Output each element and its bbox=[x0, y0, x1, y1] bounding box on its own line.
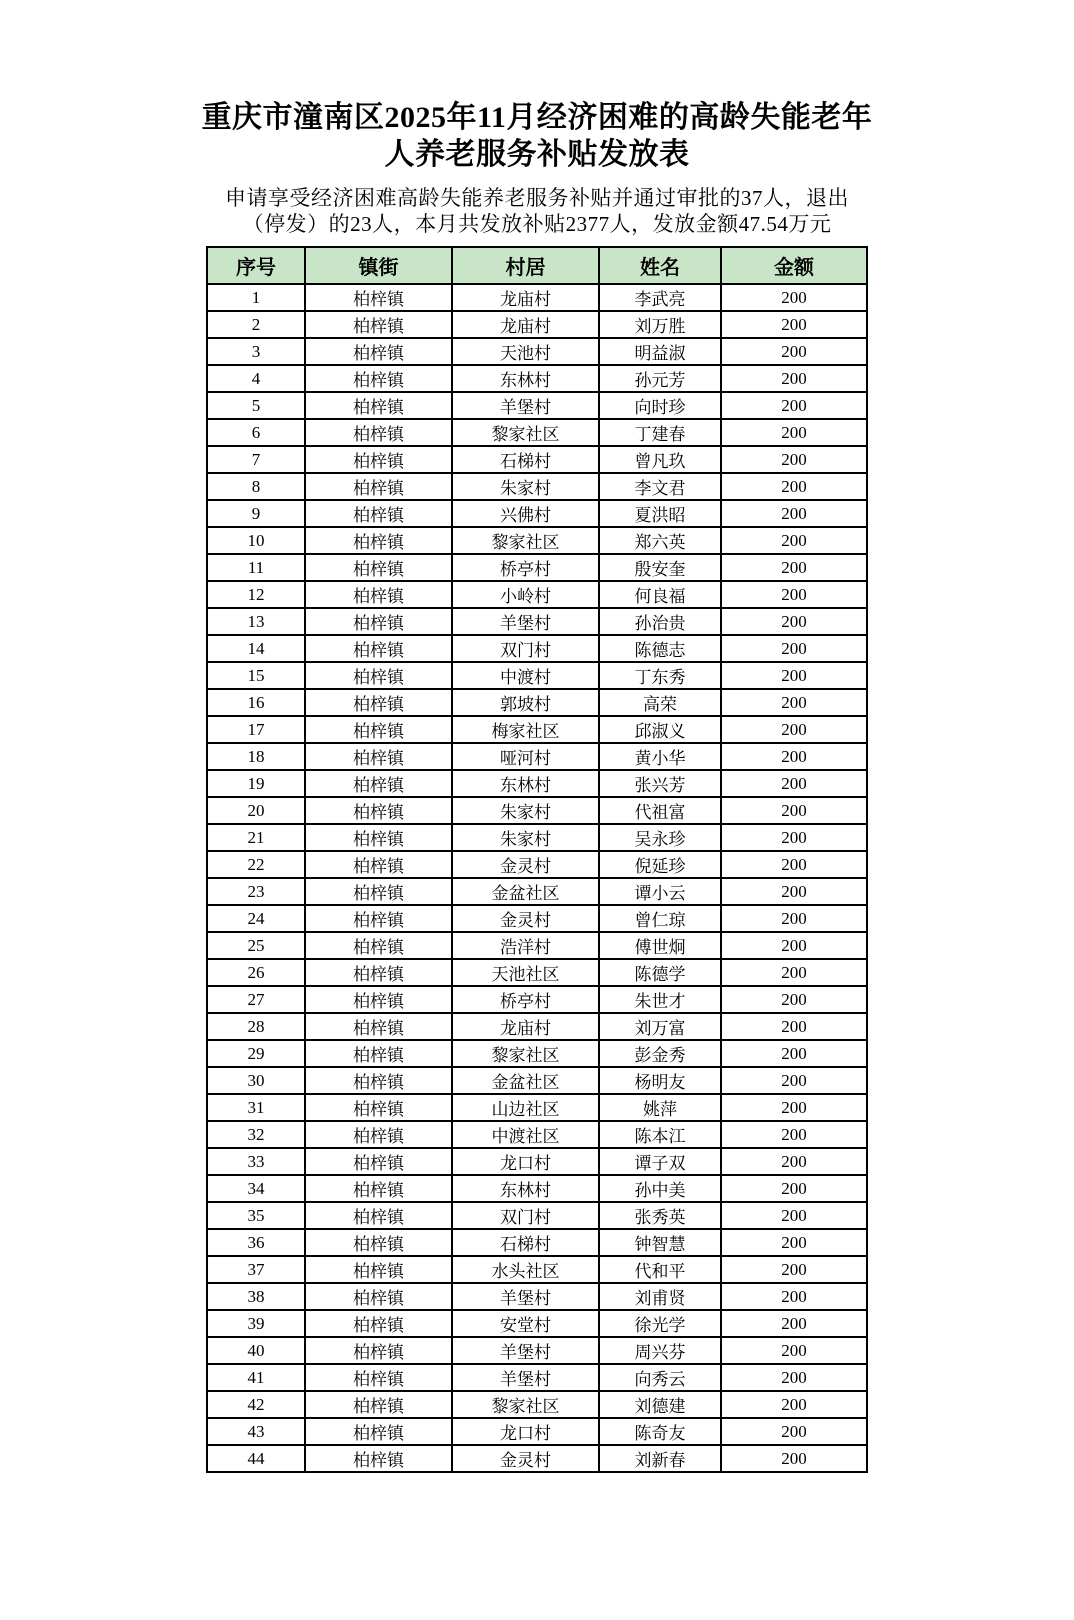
cell-index: 1 bbox=[207, 284, 305, 311]
cell-index: 8 bbox=[207, 473, 305, 500]
cell-name: 刘甫贤 bbox=[599, 1283, 721, 1310]
cell-village: 梅家社区 bbox=[452, 716, 599, 743]
table-row bbox=[207, 932, 867, 959]
table-row bbox=[207, 1040, 867, 1067]
cell-village: 龙庙村 bbox=[452, 311, 599, 338]
cell-index: 12 bbox=[207, 581, 305, 608]
cell-village: 双门村 bbox=[452, 1202, 599, 1229]
cell-amount: 200 bbox=[721, 1094, 867, 1121]
cell-name: 钟智慧 bbox=[599, 1229, 721, 1256]
cell-town: 柏梓镇 bbox=[305, 500, 452, 527]
cell-name: 刘新春 bbox=[599, 1445, 721, 1472]
cell-name: 刘万富 bbox=[599, 1013, 721, 1040]
cell-town: 柏梓镇 bbox=[305, 689, 452, 716]
cell-index: 13 bbox=[207, 608, 305, 635]
table-row bbox=[207, 1148, 867, 1175]
cell-town: 柏梓镇 bbox=[305, 581, 452, 608]
cell-amount: 200 bbox=[721, 743, 867, 770]
cell-name: 孙治贵 bbox=[599, 608, 721, 635]
intro-line2: （停发）的23人，本月共发放补贴2377人，发放金额47.54万元 bbox=[242, 211, 832, 236]
cell-name: 黄小华 bbox=[599, 743, 721, 770]
cell-amount: 200 bbox=[721, 1256, 867, 1283]
table-row bbox=[207, 1175, 867, 1202]
table-row bbox=[207, 419, 867, 446]
table-row bbox=[207, 1337, 867, 1364]
cell-name: 郑六英 bbox=[599, 527, 721, 554]
cell-index: 2 bbox=[207, 311, 305, 338]
cell-name: 丁东秀 bbox=[599, 662, 721, 689]
cell-village: 金盆社区 bbox=[452, 878, 599, 905]
table-row bbox=[207, 1013, 867, 1040]
cell-index: 23 bbox=[207, 878, 305, 905]
cell-amount: 200 bbox=[721, 1364, 867, 1391]
cell-amount: 200 bbox=[721, 554, 867, 581]
cell-name: 向时珍 bbox=[599, 392, 721, 419]
cell-village: 黎家社区 bbox=[452, 1391, 599, 1418]
cell-name: 杨明友 bbox=[599, 1067, 721, 1094]
cell-index: 24 bbox=[207, 905, 305, 932]
table-body bbox=[207, 284, 867, 1472]
cell-village: 石梯村 bbox=[452, 446, 599, 473]
cell-village: 黎家社区 bbox=[452, 419, 599, 446]
column-header-village: 村居 bbox=[452, 247, 599, 284]
table-row bbox=[207, 392, 867, 419]
cell-name: 夏洪昭 bbox=[599, 500, 721, 527]
cell-index: 22 bbox=[207, 851, 305, 878]
cell-amount: 200 bbox=[721, 1310, 867, 1337]
table-row bbox=[207, 662, 867, 689]
cell-town: 柏梓镇 bbox=[305, 1256, 452, 1283]
cell-village: 中渡村 bbox=[452, 662, 599, 689]
cell-amount: 200 bbox=[721, 851, 867, 878]
cell-index: 43 bbox=[207, 1418, 305, 1445]
cell-index: 11 bbox=[207, 554, 305, 581]
cell-name: 孙中美 bbox=[599, 1175, 721, 1202]
cell-village: 朱家村 bbox=[452, 797, 599, 824]
cell-amount: 200 bbox=[721, 392, 867, 419]
cell-index: 21 bbox=[207, 824, 305, 851]
cell-index: 32 bbox=[207, 1121, 305, 1148]
cell-town: 柏梓镇 bbox=[305, 1418, 452, 1445]
cell-town: 柏梓镇 bbox=[305, 392, 452, 419]
cell-index: 27 bbox=[207, 986, 305, 1013]
cell-name: 徐光学 bbox=[599, 1310, 721, 1337]
cell-town: 柏梓镇 bbox=[305, 608, 452, 635]
cell-town: 柏梓镇 bbox=[305, 1175, 452, 1202]
cell-index: 26 bbox=[207, 959, 305, 986]
cell-amount: 200 bbox=[721, 689, 867, 716]
cell-town: 柏梓镇 bbox=[305, 1067, 452, 1094]
cell-name: 李文君 bbox=[599, 473, 721, 500]
table-row bbox=[207, 635, 867, 662]
cell-village: 双门村 bbox=[452, 635, 599, 662]
cell-amount: 200 bbox=[721, 1175, 867, 1202]
cell-amount: 200 bbox=[721, 716, 867, 743]
table-row bbox=[207, 1445, 867, 1472]
cell-name: 代祖富 bbox=[599, 797, 721, 824]
cell-village: 小岭村 bbox=[452, 581, 599, 608]
cell-amount: 200 bbox=[721, 662, 867, 689]
table-row bbox=[207, 986, 867, 1013]
cell-town: 柏梓镇 bbox=[305, 311, 452, 338]
cell-village: 桥亭村 bbox=[452, 554, 599, 581]
cell-index: 42 bbox=[207, 1391, 305, 1418]
cell-amount: 200 bbox=[721, 959, 867, 986]
table-row bbox=[207, 446, 867, 473]
cell-town: 柏梓镇 bbox=[305, 473, 452, 500]
table-row bbox=[207, 1418, 867, 1445]
cell-village: 金盆社区 bbox=[452, 1067, 599, 1094]
cell-index: 6 bbox=[207, 419, 305, 446]
cell-village: 龙庙村 bbox=[452, 284, 599, 311]
cell-village: 龙口村 bbox=[452, 1148, 599, 1175]
cell-amount: 200 bbox=[721, 1202, 867, 1229]
cell-name: 殷安奎 bbox=[599, 554, 721, 581]
table-row bbox=[207, 500, 867, 527]
cell-index: 44 bbox=[207, 1445, 305, 1472]
cell-amount: 200 bbox=[721, 1040, 867, 1067]
cell-town: 柏梓镇 bbox=[305, 527, 452, 554]
table-row bbox=[207, 1391, 867, 1418]
cell-index: 3 bbox=[207, 338, 305, 365]
cell-amount: 200 bbox=[721, 770, 867, 797]
cell-village: 桥亭村 bbox=[452, 986, 599, 1013]
cell-town: 柏梓镇 bbox=[305, 1094, 452, 1121]
table-row bbox=[207, 581, 867, 608]
cell-village: 东林村 bbox=[452, 770, 599, 797]
cell-index: 14 bbox=[207, 635, 305, 662]
cell-name: 谭子双 bbox=[599, 1148, 721, 1175]
cell-village: 哑河村 bbox=[452, 743, 599, 770]
cell-town: 柏梓镇 bbox=[305, 635, 452, 662]
table-row bbox=[207, 851, 867, 878]
cell-amount: 200 bbox=[721, 1391, 867, 1418]
cell-amount: 200 bbox=[721, 581, 867, 608]
cell-amount: 200 bbox=[721, 419, 867, 446]
cell-town: 柏梓镇 bbox=[305, 284, 452, 311]
table-row bbox=[207, 1229, 867, 1256]
cell-village: 朱家村 bbox=[452, 473, 599, 500]
cell-name: 陈德志 bbox=[599, 635, 721, 662]
cell-town: 柏梓镇 bbox=[305, 446, 452, 473]
cell-town: 柏梓镇 bbox=[305, 905, 452, 932]
table-row bbox=[207, 1121, 867, 1148]
column-header-name: 姓名 bbox=[599, 247, 721, 284]
cell-index: 35 bbox=[207, 1202, 305, 1229]
table-row bbox=[207, 797, 867, 824]
table-row bbox=[207, 878, 867, 905]
cell-amount: 200 bbox=[721, 608, 867, 635]
cell-town: 柏梓镇 bbox=[305, 986, 452, 1013]
cell-town: 柏梓镇 bbox=[305, 1040, 452, 1067]
cell-village: 天池社区 bbox=[452, 959, 599, 986]
cell-village: 安堂村 bbox=[452, 1310, 599, 1337]
cell-name: 向秀云 bbox=[599, 1364, 721, 1391]
cell-amount: 200 bbox=[721, 1337, 867, 1364]
cell-village: 龙口村 bbox=[452, 1418, 599, 1445]
cell-index: 10 bbox=[207, 527, 305, 554]
cell-amount: 200 bbox=[721, 446, 867, 473]
cell-name: 刘万胜 bbox=[599, 311, 721, 338]
column-header-amount: 金额 bbox=[721, 247, 867, 284]
cell-name: 陈本江 bbox=[599, 1121, 721, 1148]
cell-town: 柏梓镇 bbox=[305, 1391, 452, 1418]
cell-amount: 200 bbox=[721, 500, 867, 527]
cell-name: 邱淑义 bbox=[599, 716, 721, 743]
table-row bbox=[207, 689, 867, 716]
cell-name: 代和平 bbox=[599, 1256, 721, 1283]
cell-town: 柏梓镇 bbox=[305, 932, 452, 959]
cell-village: 浩洋村 bbox=[452, 932, 599, 959]
cell-name: 刘德建 bbox=[599, 1391, 721, 1418]
table-header-row bbox=[207, 247, 867, 284]
table-row bbox=[207, 824, 867, 851]
cell-name: 明益淑 bbox=[599, 338, 721, 365]
cell-index: 9 bbox=[207, 500, 305, 527]
cell-village: 羊堡村 bbox=[452, 392, 599, 419]
cell-village: 金灵村 bbox=[452, 1445, 599, 1472]
cell-index: 33 bbox=[207, 1148, 305, 1175]
cell-name: 何良福 bbox=[599, 581, 721, 608]
cell-name: 张秀英 bbox=[599, 1202, 721, 1229]
cell-index: 38 bbox=[207, 1283, 305, 1310]
page-title-line2: 人养老服务补贴发放表 bbox=[384, 137, 690, 171]
cell-village: 石梯村 bbox=[452, 1229, 599, 1256]
cell-index: 16 bbox=[207, 689, 305, 716]
cell-town: 柏梓镇 bbox=[305, 1337, 452, 1364]
cell-index: 17 bbox=[207, 716, 305, 743]
cell-town: 柏梓镇 bbox=[305, 419, 452, 446]
cell-town: 柏梓镇 bbox=[305, 1013, 452, 1040]
cell-amount: 200 bbox=[721, 797, 867, 824]
cell-index: 20 bbox=[207, 797, 305, 824]
cell-amount: 200 bbox=[721, 1013, 867, 1040]
cell-index: 31 bbox=[207, 1094, 305, 1121]
cell-index: 4 bbox=[207, 365, 305, 392]
cell-village: 金灵村 bbox=[452, 905, 599, 932]
cell-amount: 200 bbox=[721, 338, 867, 365]
cell-village: 黎家社区 bbox=[452, 527, 599, 554]
cell-village: 山边社区 bbox=[452, 1094, 599, 1121]
cell-index: 41 bbox=[207, 1364, 305, 1391]
cell-village: 金灵村 bbox=[452, 851, 599, 878]
cell-town: 柏梓镇 bbox=[305, 1148, 452, 1175]
cell-village: 羊堡村 bbox=[452, 1283, 599, 1310]
table-row bbox=[207, 959, 867, 986]
page-title bbox=[0, 100, 1074, 173]
cell-index: 39 bbox=[207, 1310, 305, 1337]
table-row bbox=[207, 1094, 867, 1121]
cell-village: 朱家村 bbox=[452, 824, 599, 851]
cell-amount: 200 bbox=[721, 1418, 867, 1445]
cell-name: 吴永珍 bbox=[599, 824, 721, 851]
cell-name: 彭金秀 bbox=[599, 1040, 721, 1067]
table-row bbox=[207, 1256, 867, 1283]
cell-index: 34 bbox=[207, 1175, 305, 1202]
cell-name: 傅世炯 bbox=[599, 932, 721, 959]
cell-town: 柏梓镇 bbox=[305, 851, 452, 878]
cell-town: 柏梓镇 bbox=[305, 743, 452, 770]
cell-index: 29 bbox=[207, 1040, 305, 1067]
cell-amount: 200 bbox=[721, 635, 867, 662]
cell-town: 柏梓镇 bbox=[305, 797, 452, 824]
cell-amount: 200 bbox=[721, 1283, 867, 1310]
cell-index: 15 bbox=[207, 662, 305, 689]
cell-town: 柏梓镇 bbox=[305, 365, 452, 392]
cell-index: 19 bbox=[207, 770, 305, 797]
cell-index: 25 bbox=[207, 932, 305, 959]
cell-name: 丁建春 bbox=[599, 419, 721, 446]
cell-amount: 200 bbox=[721, 986, 867, 1013]
cell-name: 孙元芳 bbox=[599, 365, 721, 392]
table-row bbox=[207, 1202, 867, 1229]
table-row bbox=[207, 338, 867, 365]
cell-amount: 200 bbox=[721, 284, 867, 311]
table-row bbox=[207, 1067, 867, 1094]
cell-village: 羊堡村 bbox=[452, 1337, 599, 1364]
cell-town: 柏梓镇 bbox=[305, 1364, 452, 1391]
cell-name: 陈德学 bbox=[599, 959, 721, 986]
cell-town: 柏梓镇 bbox=[305, 1445, 452, 1472]
cell-name: 姚萍 bbox=[599, 1094, 721, 1121]
cell-town: 柏梓镇 bbox=[305, 338, 452, 365]
cell-name: 陈奇友 bbox=[599, 1418, 721, 1445]
cell-village: 羊堡村 bbox=[452, 1364, 599, 1391]
column-header-index: 序号 bbox=[207, 247, 305, 284]
cell-village: 天池村 bbox=[452, 338, 599, 365]
cell-village: 东林村 bbox=[452, 365, 599, 392]
intro-line1: 申请享受经济困难高龄失能养老服务补贴并通过审批的37人，退出 bbox=[225, 186, 849, 211]
cell-town: 柏梓镇 bbox=[305, 824, 452, 851]
cell-name: 倪延珍 bbox=[599, 851, 721, 878]
cell-town: 柏梓镇 bbox=[305, 770, 452, 797]
table-row bbox=[207, 473, 867, 500]
cell-name: 李武亮 bbox=[599, 284, 721, 311]
table-row bbox=[207, 905, 867, 932]
cell-index: 7 bbox=[207, 446, 305, 473]
table-row bbox=[207, 284, 867, 311]
cell-town: 柏梓镇 bbox=[305, 716, 452, 743]
cell-town: 柏梓镇 bbox=[305, 1229, 452, 1256]
cell-amount: 200 bbox=[721, 878, 867, 905]
cell-town: 柏梓镇 bbox=[305, 554, 452, 581]
cell-village: 羊堡村 bbox=[452, 608, 599, 635]
cell-amount: 200 bbox=[721, 311, 867, 338]
table-row bbox=[207, 1364, 867, 1391]
cell-index: 5 bbox=[207, 392, 305, 419]
table-row bbox=[207, 608, 867, 635]
cell-village: 黎家社区 bbox=[452, 1040, 599, 1067]
cell-amount: 200 bbox=[721, 824, 867, 851]
table-row bbox=[207, 311, 867, 338]
cell-town: 柏梓镇 bbox=[305, 878, 452, 905]
intro-paragraph bbox=[0, 186, 1074, 237]
cell-amount: 200 bbox=[721, 473, 867, 500]
cell-name: 高荣 bbox=[599, 689, 721, 716]
cell-amount: 200 bbox=[721, 905, 867, 932]
cell-town: 柏梓镇 bbox=[305, 959, 452, 986]
cell-village: 龙庙村 bbox=[452, 1013, 599, 1040]
cell-village: 东林村 bbox=[452, 1175, 599, 1202]
table-row bbox=[207, 770, 867, 797]
cell-town: 柏梓镇 bbox=[305, 1121, 452, 1148]
cell-name: 朱世才 bbox=[599, 986, 721, 1013]
cell-amount: 200 bbox=[721, 365, 867, 392]
cell-amount: 200 bbox=[721, 1121, 867, 1148]
cell-index: 28 bbox=[207, 1013, 305, 1040]
cell-village: 兴佛村 bbox=[452, 500, 599, 527]
column-header-town: 镇街 bbox=[305, 247, 452, 284]
cell-village: 中渡社区 bbox=[452, 1121, 599, 1148]
cell-index: 30 bbox=[207, 1067, 305, 1094]
cell-village: 水头社区 bbox=[452, 1256, 599, 1283]
cell-amount: 200 bbox=[721, 1229, 867, 1256]
table-row bbox=[207, 1283, 867, 1310]
subsidy-table bbox=[206, 246, 868, 1473]
cell-town: 柏梓镇 bbox=[305, 1202, 452, 1229]
cell-town: 柏梓镇 bbox=[305, 662, 452, 689]
cell-village: 郭坡村 bbox=[452, 689, 599, 716]
page-title-line1: 重庆市潼南区2025年11月经济困难的高龄失能老年 bbox=[201, 101, 873, 134]
cell-name: 曾仁琼 bbox=[599, 905, 721, 932]
cell-index: 36 bbox=[207, 1229, 305, 1256]
table-row bbox=[207, 1310, 867, 1337]
table-row bbox=[207, 527, 867, 554]
table-row bbox=[207, 365, 867, 392]
cell-amount: 200 bbox=[721, 1067, 867, 1094]
table-row bbox=[207, 716, 867, 743]
cell-index: 18 bbox=[207, 743, 305, 770]
cell-amount: 200 bbox=[721, 932, 867, 959]
cell-name: 张兴芳 bbox=[599, 770, 721, 797]
cell-town: 柏梓镇 bbox=[305, 1283, 452, 1310]
cell-index: 37 bbox=[207, 1256, 305, 1283]
table-row bbox=[207, 554, 867, 581]
cell-amount: 200 bbox=[721, 527, 867, 554]
cell-index: 40 bbox=[207, 1337, 305, 1364]
cell-name: 谭小云 bbox=[599, 878, 721, 905]
cell-town: 柏梓镇 bbox=[305, 1310, 452, 1337]
table-row bbox=[207, 743, 867, 770]
cell-amount: 200 bbox=[721, 1445, 867, 1472]
cell-name: 曾凡玖 bbox=[599, 446, 721, 473]
cell-name: 周兴芬 bbox=[599, 1337, 721, 1364]
cell-amount: 200 bbox=[721, 1148, 867, 1175]
